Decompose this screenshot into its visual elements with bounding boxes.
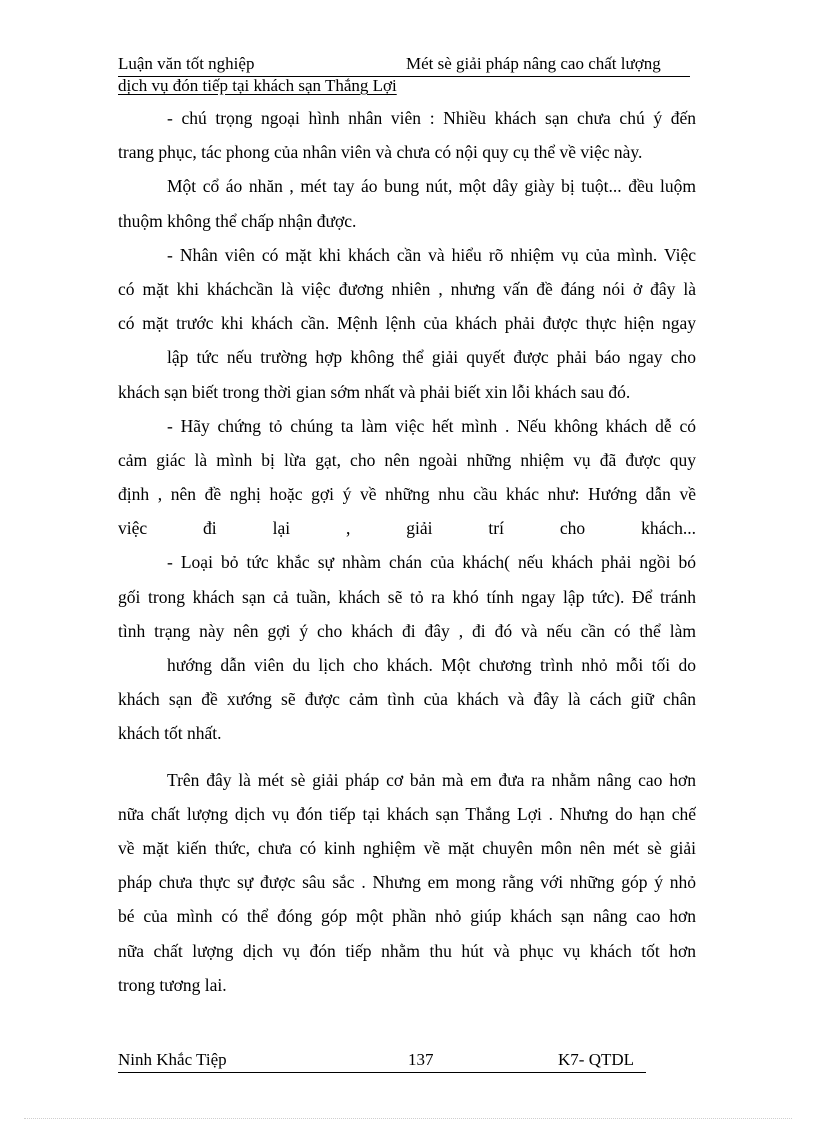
paragraph-line: - Nhân viên có mặt khi khách cần và hiểu rõ nhiệm vụ của mình. Việc bbox=[167, 244, 696, 265]
paragraph-line: định , nên đề nghị hoặc gợi ý về những nhu cầu khác như: Hướng dẫn về bbox=[118, 484, 696, 505]
paragraph-line: việc đi lại , giải trí cho khách... bbox=[118, 518, 696, 539]
header-topic-title: Mét sè giải pháp nâng cao chất lượng bbox=[406, 54, 661, 73]
paragraph-line: lập tức nếu trường hợp không thể giải quyết được phải báo ngay cho bbox=[167, 347, 696, 368]
body-text bbox=[118, 101, 696, 1002]
paragraph-line: tình trạng này nên gợi ý cho khách đi đây , đi đó và nếu cần có thể làm bbox=[118, 620, 696, 641]
paragraph-line: - Hãy chứng tỏ chúng ta làm việc hết mình . Nếu không khách dễ có bbox=[167, 415, 696, 436]
footer-class-code: K7- QTDL bbox=[558, 1050, 635, 1069]
page-number: 137 bbox=[408, 1050, 434, 1069]
header-thesis-label: Luận văn tốt nghiệp bbox=[118, 54, 255, 73]
paragraph-line: - Loại bỏ tức khắc sự nhàm chán của khách( nếu khách phải ngồi bó bbox=[167, 552, 696, 573]
header-topic-subtitle: dịch vụ đón tiếp tại khách sạn Thắng Lợi bbox=[118, 76, 397, 95]
paragraph-line: trang phục, tác phong của nhân viên và chưa có nội quy cụ thể về việc này. bbox=[118, 142, 643, 163]
paragraph-line: có mặt khi kháchcần là việc đương nhiên , nhưng vấn đề đáng nói ở đây là bbox=[118, 278, 696, 299]
paragraph-line: pháp chưa thực sự được sâu sắc . Nhưng em mong rằng với những góp ý nhỏ bbox=[118, 872, 696, 893]
running-header bbox=[118, 52, 690, 77]
paragraph-line: trong tương lai. bbox=[118, 974, 227, 995]
paragraph-line: bé của mình có thể đóng góp một phần nhỏ giúp khách sạn nâng cao hơn bbox=[118, 906, 696, 927]
paragraph-line: nữa chất lượng dịch vụ đón tiếp tại khách sạn Thắng Lợi . Nhưng do hạn chế bbox=[118, 803, 696, 824]
paragraph-line: nữa chất lượng dịch vụ đón tiếp nhằm thu hút và phục vụ khách tốt hơn bbox=[118, 940, 696, 961]
paragraph-line: cảm giác là mình bị lừa gạt, cho nên ngoài những nhiệm vụ đã được quy bbox=[118, 449, 696, 470]
footer-author: Ninh Khắc Tiệp bbox=[118, 1050, 227, 1069]
paragraph-line: khách sạn biết trong thời gian sớm nhất và phải biết xin lỗi khách sau đó. bbox=[118, 381, 631, 402]
paragraph-line: Trên đây là mét sè giải pháp cơ bản mà em đưa ra nhằm nâng cao hơn bbox=[167, 769, 696, 790]
paragraph-line: khách sạn đề xướng sẽ được cảm tình của khách và đây là cách giữ chân bbox=[118, 689, 696, 710]
paragraph-line: có mặt trước khi khách cần. Mệnh lệnh của khách phải được thực hiện ngay bbox=[118, 313, 696, 334]
paragraph-line: về mặt kiến thức, chưa có kinh nghiệm về mặt chuyên môn nên mét sè giải bbox=[118, 837, 696, 858]
paragraph-line: gối trong khách sạn cả tuần, khách sẽ tỏ ra khó tính ngay lập tức). Để tránh bbox=[118, 586, 696, 607]
paragraph-line: hướng dẫn viên du lịch cho khách. Một chương trình nhỏ mỗi tối do bbox=[167, 655, 696, 675]
paragraph-line: - chú trọng ngoại hình nhân viên : Nhiều khách sạn chưa chú ý đến bbox=[167, 108, 696, 128]
running-footer bbox=[118, 1048, 646, 1073]
paragraph-line: thuộm không thể chấp nhận được. bbox=[118, 210, 357, 231]
paragraph-line: Một cổ áo nhăn , mét tay áo bung nút, một dây giày bị tuột... đều luộm bbox=[167, 176, 696, 197]
page-bottom-divider bbox=[24, 1118, 792, 1119]
paragraph-line: khách tốt nhất. bbox=[118, 723, 222, 744]
